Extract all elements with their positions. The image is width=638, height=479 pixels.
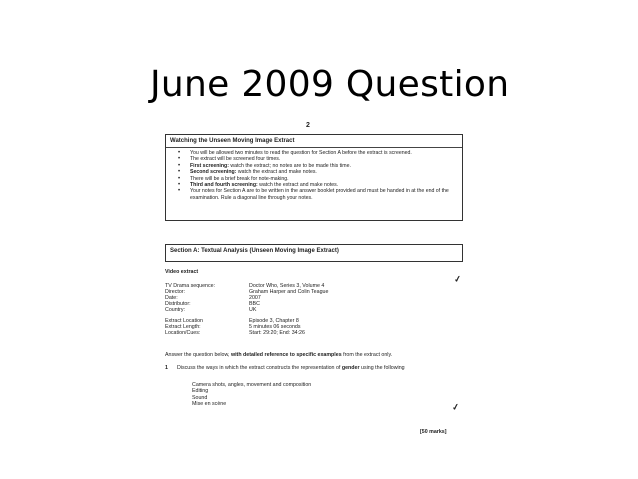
detail-row: Director: Graham Harper and Colin Teague (165, 289, 329, 296)
watching-item: • First screening: watch the extract; no notes are to be made this time. (178, 163, 456, 169)
detail-row: Country: UK (165, 307, 257, 314)
watching-item: • The extract will be screened four times. (178, 156, 456, 162)
watching-list (166, 150, 462, 201)
page-number: 2 (306, 122, 310, 129)
subpoint: Camera shots, angles, movement and composition (192, 382, 312, 388)
watching-item: • Your notes for Section A are to be written in the answer booklet provided and must be handed in at the end of the examination. Rule a diagonal line through your notes. (178, 188, 456, 201)
detail-row: Location/Cues: Start: 29:20; End: 34:26 (165, 330, 305, 337)
section-a-heading: Section A: Textual Analysis (Unseen Moving Image Extract) (170, 248, 339, 254)
slide-title: June 2009 Question (150, 64, 510, 106)
watching-heading: Watching the Unseen Moving Image Extract (170, 138, 295, 144)
scanned-exam-page (150, 120, 468, 442)
tick-mark: ✓ (451, 401, 461, 413)
answer-instruction: Answer the question below, with detailed reference to specific examples from the extract only. (165, 352, 393, 358)
tick-mark: ✓ (453, 273, 463, 285)
detail-row: TV Drama sequence: Doctor Who, Series 3, Volume 4 (165, 283, 325, 289)
detail-row: Extract Location Episode 3, Chapter 8 (165, 318, 299, 324)
marks-label: [50 marks] (420, 429, 447, 435)
subpoint: Editing (192, 388, 209, 395)
detail-row: Distributor: BBC (165, 301, 260, 308)
extract-location-details (165, 318, 305, 336)
watching-instructions-box (165, 134, 463, 221)
watching-item: • You will be allowed two minutes to read the question for Section A before the extract is screened. (178, 150, 456, 156)
subpoint: Mise en scène (192, 400, 227, 407)
section-a-box (165, 244, 463, 262)
video-details (165, 283, 328, 313)
subpoint: Sound (192, 394, 208, 401)
video-extract-heading: Video extract (165, 269, 199, 275)
question-subpoints (192, 382, 311, 407)
watching-item: • There will be a brief break for note-making. (178, 176, 456, 182)
watching-item: • Third and fourth screening: watch the extract and make notes. (178, 182, 456, 188)
question-1: 1 Discuss the ways in which the extract constructs the representation of gender using the following (165, 365, 405, 371)
detail-row: Extract Length: 5 minutes 06 seconds (165, 324, 301, 331)
watching-item: • Second screening: watch the extract and make notes. (178, 169, 456, 175)
detail-row: Date: 2007 (165, 295, 261, 302)
